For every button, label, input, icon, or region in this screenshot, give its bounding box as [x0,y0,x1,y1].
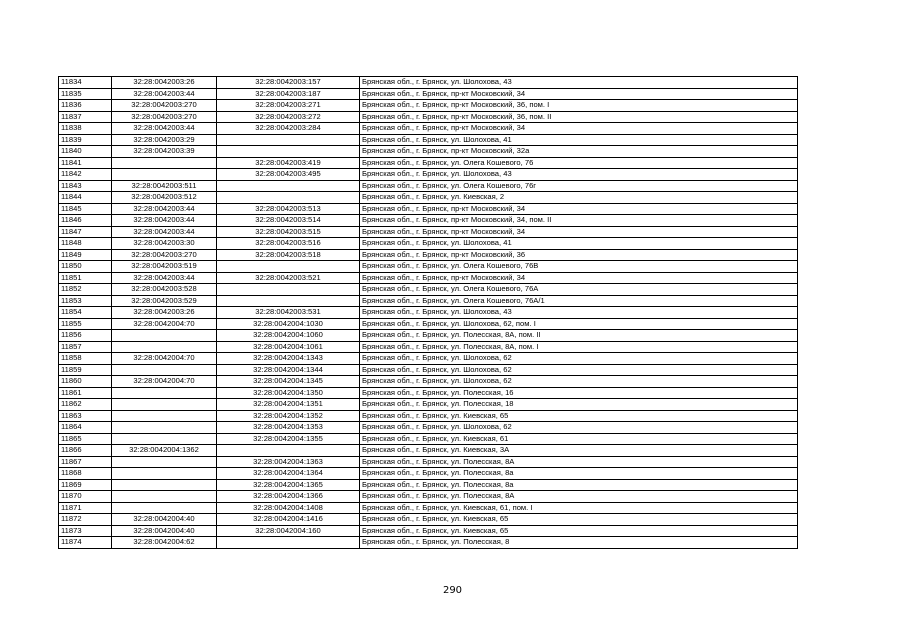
row-number-cell: 11874 [59,537,112,549]
table-row [59,123,798,135]
address-cell: Брянская обл., г. Брянск, ул. Полесская, 8А, пом. I [360,341,798,353]
row-number-cell: 11841 [59,157,112,169]
cadastral-number-cell: 32:28:0042004:1365 [217,479,360,491]
parent-cadastral-number-cell: 32:28:0042003:29 [112,134,217,146]
table-row [59,387,798,399]
row-number-cell: 11859 [59,364,112,376]
cadastral-number-cell: 32:28:0042003:513 [217,203,360,215]
parent-cadastral-number-cell: 32:28:0042003:44 [112,272,217,284]
table-row [59,249,798,261]
address-cell: Брянская обл., г. Брянск, пр-кт Московский, 34, пом. II [360,215,798,227]
row-number-cell: 11858 [59,353,112,365]
table-row [59,468,798,480]
table-row [59,318,798,330]
table-row [59,456,798,468]
table-row [59,537,798,549]
parent-cadastral-number-cell [112,341,217,353]
registry-table-body [59,77,798,549]
table-row [59,502,798,514]
cadastral-number-cell: 32:28:0042004:1416 [217,514,360,526]
cadastral-number-cell: 32:28:0042003:514 [217,215,360,227]
row-number-cell: 11866 [59,445,112,457]
address-cell: Брянская обл., г. Брянск, пр-кт Московский, 34 [360,203,798,215]
row-number-cell: 11856 [59,330,112,342]
row-number-cell: 11835 [59,88,112,100]
address-cell: Брянская обл., г. Брянск, ул. Шолохова, 43 [360,77,798,89]
row-number-cell: 11873 [59,525,112,537]
cadastral-number-cell [217,537,360,549]
parent-cadastral-number-cell: 32:28:0042003:26 [112,77,217,89]
row-number-cell: 11837 [59,111,112,123]
address-cell: Брянская обл., г. Брянск, ул. Киевская, 65 [360,410,798,422]
table-row [59,433,798,445]
cadastral-number-cell: 32:28:0042004:1355 [217,433,360,445]
cadastral-number-cell: 32:28:0042003:419 [217,157,360,169]
address-cell: Брянская обл., г. Брянск, ул. Полесская, 8А [360,456,798,468]
cadastral-number-cell: 32:28:0042003:187 [217,88,360,100]
parent-cadastral-number-cell: 32:28:0042003:270 [112,100,217,112]
cadastral-number-cell: 32:28:0042003:271 [217,100,360,112]
cadastral-number-cell [217,180,360,192]
parent-cadastral-number-cell: 32:28:0042003:44 [112,123,217,135]
table-row [59,514,798,526]
cadastral-number-cell: 32:28:0042004:1363 [217,456,360,468]
table-row [59,364,798,376]
address-cell: Брянская обл., г. Брянск, ул. Шолохова, 43 [360,169,798,181]
table-row [59,261,798,273]
registry-table [58,76,798,549]
table-row [59,525,798,537]
address-cell: Брянская обл., г. Брянск, ул. Киевская, 61, пом. I [360,502,798,514]
parent-cadastral-number-cell: 32:28:0042003:39 [112,146,217,158]
address-cell: Брянская обл., г. Брянск, пр-кт Московский, 34 [360,226,798,238]
row-number-cell: 11843 [59,180,112,192]
address-cell: Брянская обл., г. Брянск, ул. Олега Кошевого, 76 [360,157,798,169]
parent-cadastral-number-cell: 32:28:0042003:270 [112,111,217,123]
parent-cadastral-number-cell: 32:28:0042003:270 [112,249,217,261]
parent-cadastral-number-cell: 32:28:0042004:70 [112,353,217,365]
table-row [59,77,798,89]
address-cell: Брянская обл., г. Брянск, ул. Шолохова, 43 [360,307,798,319]
address-cell: Брянская обл., г. Брянск, пр-кт Московский, 36, пом. I [360,100,798,112]
parent-cadastral-number-cell: 32:28:0042003:30 [112,238,217,250]
parent-cadastral-number-cell: 32:28:0042004:70 [112,318,217,330]
parent-cadastral-number-cell [112,399,217,411]
parent-cadastral-number-cell: 32:28:0042003:44 [112,203,217,215]
row-number-cell: 11849 [59,249,112,261]
table-row [59,111,798,123]
page-number: 290 [442,585,463,596]
parent-cadastral-number-cell [112,387,217,399]
table-row [59,192,798,204]
row-number-cell: 11862 [59,399,112,411]
parent-cadastral-number-cell [112,502,217,514]
cadastral-number-cell [217,445,360,457]
row-number-cell: 11867 [59,456,112,468]
cadastral-number-cell: 32:28:0042004:1060 [217,330,360,342]
parent-cadastral-number-cell [112,479,217,491]
address-cell: Брянская обл., г. Брянск, ул. Шолохова, 62 [360,364,798,376]
row-number-cell: 11868 [59,468,112,480]
cadastral-number-cell: 32:28:0042004:1353 [217,422,360,434]
parent-cadastral-number-cell [112,456,217,468]
table-row [59,295,798,307]
address-cell: Брянская обл., г. Брянск, ул. Шолохова, 41 [360,238,798,250]
parent-cadastral-number-cell [112,330,217,342]
address-cell: Брянская обл., г. Брянск, пр-кт Московский, 36, пом. II [360,111,798,123]
row-number-cell: 11846 [59,215,112,227]
row-number-cell: 11850 [59,261,112,273]
parent-cadastral-number-cell [112,157,217,169]
cadastral-number-cell: 32:28:0042004:1061 [217,341,360,353]
row-number-cell: 11865 [59,433,112,445]
row-number-cell: 11854 [59,307,112,319]
parent-cadastral-number-cell: 32:28:0042003:529 [112,295,217,307]
table-row [59,134,798,146]
address-cell: Брянская обл., г. Брянск, ул. Олега Кошевого, 76В [360,261,798,273]
row-number-cell: 11857 [59,341,112,353]
cadastral-number-cell: 32:28:0042004:1344 [217,364,360,376]
parent-cadastral-number-cell: 32:28:0042003:44 [112,215,217,227]
row-number-cell: 11838 [59,123,112,135]
address-cell: Брянская обл., г. Брянск, ул. Полесская, 8А, пом. II [360,330,798,342]
table-row [59,226,798,238]
row-number-cell: 11864 [59,422,112,434]
parent-cadastral-number-cell: 32:28:0042003:512 [112,192,217,204]
row-number-cell: 11840 [59,146,112,158]
address-cell: Брянская обл., г. Брянск, ул. Киевская, 2 [360,192,798,204]
address-cell: Брянская обл., г. Брянск, ул. Киевская, 65 [360,525,798,537]
row-number-cell: 11839 [59,134,112,146]
cadastral-number-cell: 32:28:0042003:157 [217,77,360,89]
table-row [59,330,798,342]
parent-cadastral-number-cell [112,491,217,503]
parent-cadastral-number-cell: 32:28:0042003:44 [112,226,217,238]
address-cell: Брянская обл., г. Брянск, пр-кт Московский, 34 [360,123,798,135]
row-number-cell: 11845 [59,203,112,215]
table-row [59,353,798,365]
row-number-cell: 11851 [59,272,112,284]
address-cell: Брянская обл., г. Брянск, ул. Полесская, 8 [360,537,798,549]
table-row [59,215,798,227]
parent-cadastral-number-cell: 32:28:0042004:1362 [112,445,217,457]
row-number-cell: 11870 [59,491,112,503]
address-cell: Брянская обл., г. Брянск, ул. Олега Кошевого, 76А [360,284,798,296]
cadastral-number-cell: 32:28:0042004:1343 [217,353,360,365]
table-row [59,445,798,457]
row-number-cell: 11852 [59,284,112,296]
table-row [59,100,798,112]
row-number-cell: 11863 [59,410,112,422]
parent-cadastral-number-cell: 32:28:0042003:26 [112,307,217,319]
parent-cadastral-number-cell: 32:28:0042003:44 [112,88,217,100]
address-cell: Брянская обл., г. Брянск, ул. Шолохова, 62 [360,422,798,434]
cadastral-number-cell: 32:28:0042004:1408 [217,502,360,514]
address-cell: Брянская обл., г. Брянск, ул. Олега Кошевого, 76г [360,180,798,192]
parent-cadastral-number-cell [112,422,217,434]
parent-cadastral-number-cell: 32:28:0042004:70 [112,376,217,388]
parent-cadastral-number-cell: 32:28:0042003:528 [112,284,217,296]
row-number-cell: 11847 [59,226,112,238]
table-row [59,180,798,192]
row-number-cell: 11872 [59,514,112,526]
address-cell: Брянская обл., г. Брянск, ул. Шолохова, 41 [360,134,798,146]
address-cell: Брянская обл., г. Брянск, пр-кт Московский, 36 [360,249,798,261]
cadastral-number-cell [217,146,360,158]
cadastral-number-cell: 32:28:0042003:516 [217,238,360,250]
row-number-cell: 11853 [59,295,112,307]
address-cell: Брянская обл., г. Брянск, ул. Шолохова, 62, пом. I [360,318,798,330]
row-number-cell: 11861 [59,387,112,399]
address-cell: Брянская обл., г. Брянск, ул. Полесская, 8а [360,479,798,491]
cadastral-number-cell [217,192,360,204]
row-number-cell: 11860 [59,376,112,388]
address-cell: Брянская обл., г. Брянск, ул. Киевская, 3А [360,445,798,457]
row-number-cell: 11871 [59,502,112,514]
cadastral-number-cell: 32:28:0042003:518 [217,249,360,261]
address-cell: Брянская обл., г. Брянск, ул. Киевская, 61 [360,433,798,445]
parent-cadastral-number-cell [112,410,217,422]
cadastral-number-cell: 32:28:0042003:515 [217,226,360,238]
table-row [59,399,798,411]
row-number-cell: 11848 [59,238,112,250]
cadastral-number-cell: 32:28:0042004:1364 [217,468,360,480]
table-row [59,284,798,296]
table-row [59,169,798,181]
table-row [59,88,798,100]
parent-cadastral-number-cell [112,468,217,480]
address-cell: Брянская обл., г. Брянск, ул. Полесская, 8А [360,491,798,503]
table-row [59,491,798,503]
table-row [59,146,798,158]
parent-cadastral-number-cell: 32:28:0042004:40 [112,525,217,537]
address-cell: Брянская обл., г. Брянск, ул. Киевская, 65 [360,514,798,526]
row-number-cell: 11842 [59,169,112,181]
parent-cadastral-number-cell: 32:28:0042003:519 [112,261,217,273]
address-cell: Брянская обл., г. Брянск, пр-кт Московский, 34 [360,88,798,100]
cadastral-number-cell [217,261,360,273]
table-row [59,422,798,434]
table-row [59,341,798,353]
table-row [59,376,798,388]
cadastral-number-cell: 32:28:0042004:1366 [217,491,360,503]
cadastral-number-cell: 32:28:0042003:284 [217,123,360,135]
table-row [59,272,798,284]
cadastral-number-cell: 32:28:0042004:1351 [217,399,360,411]
parent-cadastral-number-cell: 32:28:0042004:40 [112,514,217,526]
parent-cadastral-number-cell: 32:28:0042004:62 [112,537,217,549]
parent-cadastral-number-cell [112,364,217,376]
cadastral-number-cell: 32:28:0042003:531 [217,307,360,319]
cadastral-number-cell: 32:28:0042004:1030 [217,318,360,330]
table-row [59,479,798,491]
table-row [59,203,798,215]
address-cell: Брянская обл., г. Брянск, ул. Олега Кошевого, 76А/1 [360,295,798,307]
address-cell: Брянская обл., г. Брянск, ул. Полесская, 8а [360,468,798,480]
cadastral-number-cell: 32:28:0042004:1350 [217,387,360,399]
address-cell: Брянская обл., г. Брянск, ул. Полесская, 18 [360,399,798,411]
row-number-cell: 11836 [59,100,112,112]
address-cell: Брянская обл., г. Брянск, пр-кт Московский, 34 [360,272,798,284]
row-number-cell: 11869 [59,479,112,491]
parent-cadastral-number-cell: 32:28:0042003:511 [112,180,217,192]
address-cell: Брянская обл., г. Брянск, ул. Полесская, 16 [360,387,798,399]
table-row [59,157,798,169]
table-row [59,410,798,422]
address-cell: Брянская обл., г. Брянск, ул. Шолохова, 62 [360,353,798,365]
parent-cadastral-number-cell [112,433,217,445]
row-number-cell: 11855 [59,318,112,330]
cadastral-number-cell: 32:28:0042004:1352 [217,410,360,422]
address-cell: Брянская обл., г. Брянск, пр-кт Московский, 32а [360,146,798,158]
table-row [59,307,798,319]
cadastral-number-cell [217,295,360,307]
cadastral-number-cell: 32:28:0042004:1345 [217,376,360,388]
row-number-cell: 11844 [59,192,112,204]
row-number-cell: 11834 [59,77,112,89]
cadastral-number-cell: 32:28:0042004:160 [217,525,360,537]
address-cell: Брянская обл., г. Брянск, ул. Шолохова, 62 [360,376,798,388]
cadastral-number-cell [217,284,360,296]
cadastral-number-cell [217,134,360,146]
cadastral-number-cell: 32:28:0042003:495 [217,169,360,181]
table-row [59,238,798,250]
cadastral-number-cell: 32:28:0042003:521 [217,272,360,284]
parent-cadastral-number-cell [112,169,217,181]
cadastral-number-cell: 32:28:0042003:272 [217,111,360,123]
